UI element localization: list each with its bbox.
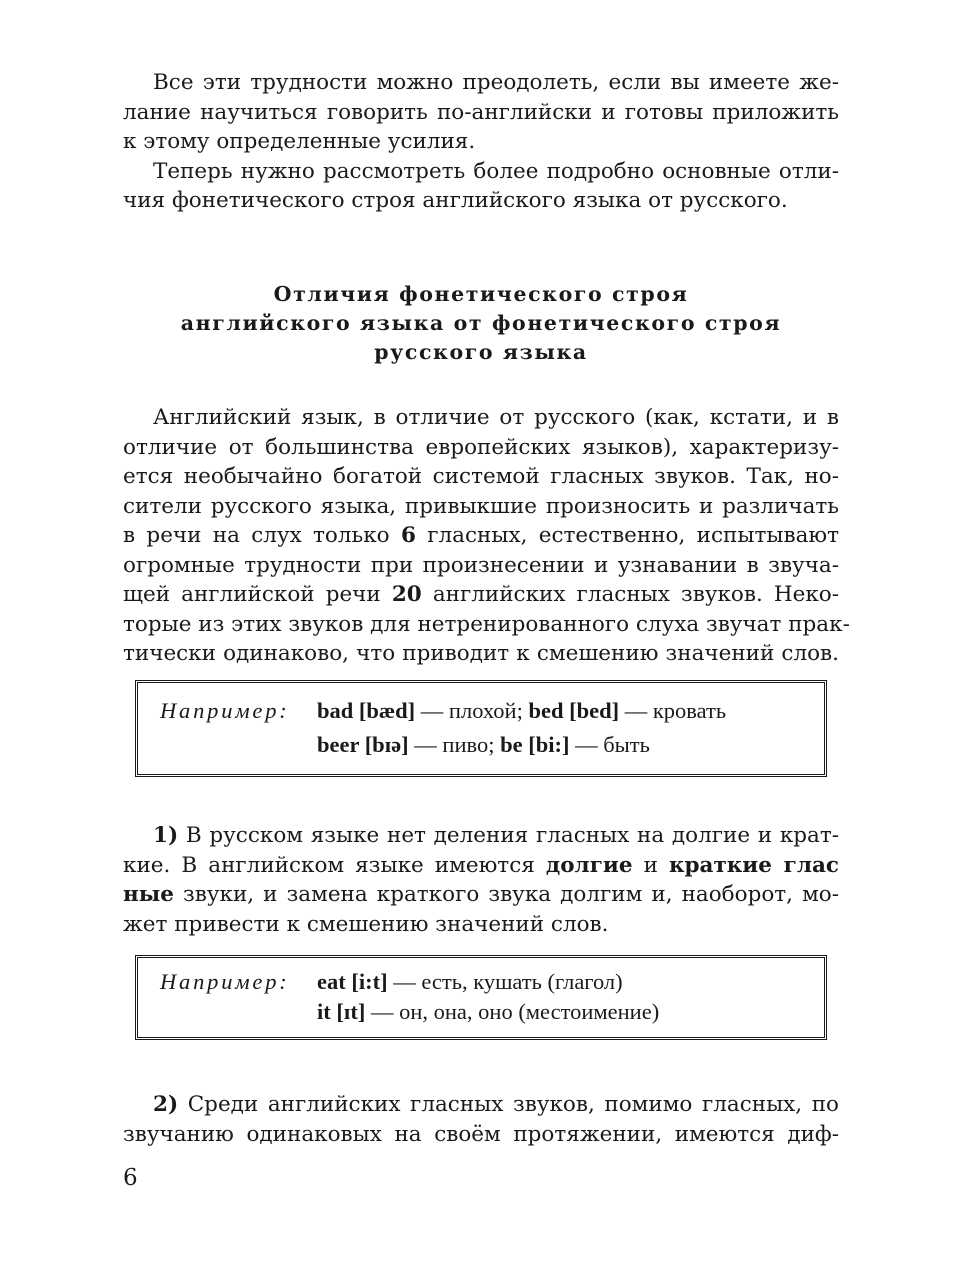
text-line: тически одинаково, что приводит к смешению значений слов. [123, 641, 839, 666]
text-span: щей английской речи [123, 582, 392, 607]
example-translation: — он, она, оно (местоимение) [365, 999, 660, 1024]
example-label: Например: [160, 698, 290, 723]
example-row [317, 732, 650, 758]
text-span: гласных, естественно, испытывают [415, 523, 840, 548]
text-line: Теперь нужно рассмотреть более подробно основные отли- [153, 158, 839, 184]
example-word: it [ɪt] [317, 999, 366, 1024]
text-span: В русском языке нет деления гласных на долгие и крат- [178, 823, 839, 848]
example-label: Например: [160, 969, 290, 994]
text-line [123, 880, 839, 910]
text-line: чия фонетического строя английского языка от русского. [123, 188, 788, 213]
text-line: жет привести к смешению значений слов. [123, 911, 609, 937]
intro-paragraphs [123, 68, 839, 216]
example-row [317, 999, 659, 1025]
example-box-1 [135, 680, 827, 777]
text-line: торые из этих звуков для нетренированного слуха звучат прак- [123, 611, 850, 637]
example-translation: — кровать [619, 698, 727, 723]
heading-line: Отличия фонетического строя [273, 282, 689, 306]
text-line [123, 580, 839, 610]
text-span: звуки, и замена краткого звука долгим и, наоборот, мо- [173, 882, 839, 907]
text-line: Английский язык, в отличие от русского (как, кстати, и в [153, 405, 839, 430]
text-line: ется необычайно богатой системой гласных звуков. Так, но- [123, 464, 839, 489]
example-word: bed [bed] [528, 698, 620, 723]
example-word: be [bi:] [500, 732, 570, 757]
example-translation: — есть, кушать (глагол) [387, 969, 623, 994]
text-line: Все эти трудности можно преодолеть, если вы имеете же- [153, 70, 839, 95]
text-line: звучанию одинаковых на своём протяжении, имеются диф- [123, 1121, 839, 1147]
example-row [317, 969, 623, 995]
example-translation: — пиво; [408, 732, 501, 757]
text-line: огромные трудности при произнесении и узнавании в звуча- [123, 552, 839, 578]
text-span: кие. В английском языке имеются [123, 852, 546, 878]
example-box-2 [135, 955, 827, 1040]
example-row [317, 698, 726, 724]
example-word: beer [bɪə] [317, 732, 409, 757]
text-line: лание научиться говорить по-английски и готовы приложить [123, 99, 839, 125]
example-translation: — быть [569, 732, 650, 757]
text-span: английских гласных звуков. Неко- [421, 582, 839, 607]
bold-number: 20 [391, 582, 422, 607]
heading-line: русского языка [374, 340, 588, 364]
text-line: отличие от большинства европейских языков), характеризу- [123, 434, 839, 460]
section-heading [123, 280, 839, 367]
text-span: в речи на слух только [123, 523, 401, 548]
text-line [123, 521, 839, 551]
example-word: bad [bæd] [317, 698, 416, 723]
text-line: сители русского языка, привыкшие произносить и различать [123, 493, 839, 519]
bold-term: краткие глас [668, 852, 840, 878]
example-word: eat [i:t] [317, 969, 388, 994]
point-2-paragraph [123, 1090, 839, 1149]
example-translation: — плохой; [415, 698, 529, 723]
text-span: и [632, 852, 669, 878]
page-number: 6 [123, 1165, 138, 1191]
bold-term: долгие [545, 852, 633, 878]
bold-term: ные [123, 882, 174, 907]
text-line [123, 1090, 839, 1120]
text-span: Среди английских гласных звуков, помимо гласных, по [178, 1092, 839, 1117]
text-line [123, 821, 839, 851]
point-number: 1) [153, 823, 179, 848]
bold-number: 6 [400, 523, 416, 548]
heading-line: английского языка от фонетического строя [180, 311, 782, 335]
text-line [123, 851, 839, 881]
text-line: к этому определенные усилия. [123, 129, 476, 154]
main-paragraph [123, 403, 850, 669]
point-number: 2) [153, 1092, 179, 1117]
point-1-paragraph [123, 821, 839, 939]
